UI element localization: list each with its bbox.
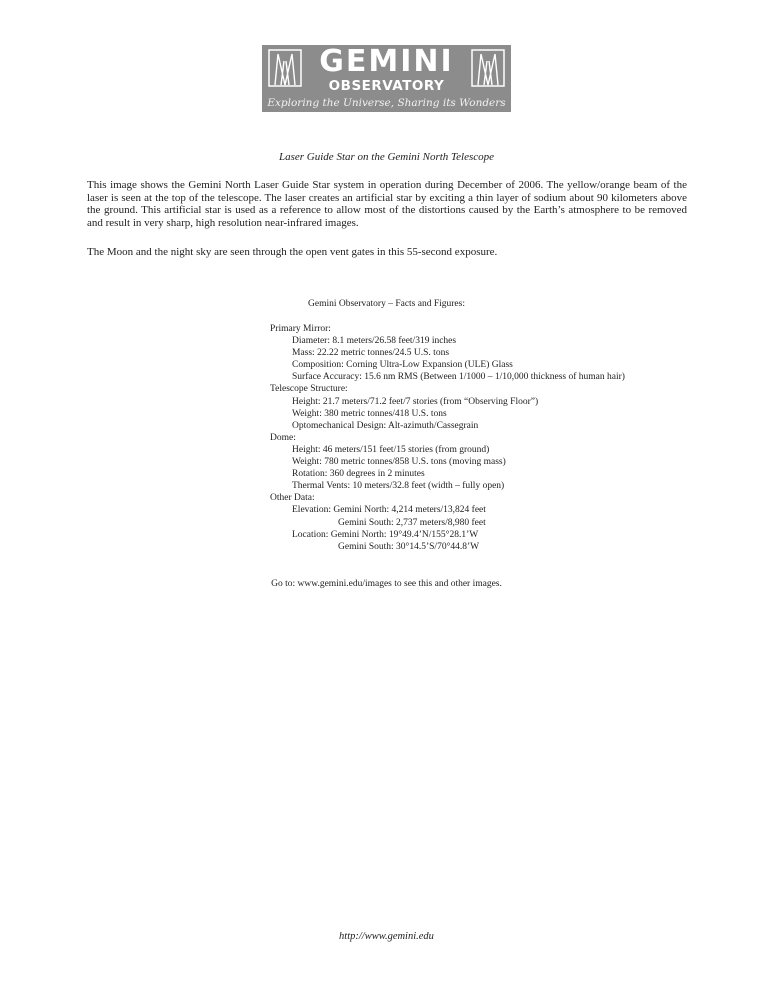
facts-category-primary-mirror: Primary Mirror: — [270, 324, 331, 334]
observatory-dome-icon — [471, 49, 505, 87]
facts-category-other-data: Other Data: — [270, 493, 315, 504]
facts-item: Mass: 22.22 metric tonnes/24.5 U.S. tons — [292, 348, 450, 359]
facts-item: Rotation: 360 degrees in 2 minutes — [292, 469, 425, 480]
logo-word-gemini: GEMINI — [319, 44, 454, 79]
facts-category-telescope-structure: Telescope Structure: — [270, 384, 348, 395]
facts-item: Surface Accuracy: 15.6 nm RMS (Between 1/1000 – 1/10,000 thickness of human hair) — [292, 372, 625, 383]
facts-item: Weight: 780 metric tonnes/858 U.S. tons (moving mass) — [292, 457, 506, 468]
facts-item-location-north: Location: Gemini North: 19°49.4’N/155°28.1’W — [292, 529, 479, 540]
facts-list — [270, 323, 690, 553]
facts-item: Composition: Corning Ultra-Low Expansion (ULE) Glass — [292, 360, 513, 371]
facts-item: Weight: 380 metric tonnes/418 U.S. tons — [292, 408, 447, 419]
facts-item-location-south: Gemini South: 30°14.5’S/70°44.8’W — [338, 541, 480, 552]
exposure-paragraph: The Moon and the night sky are seen through the open vent gates in this 55-second exposure. — [87, 246, 498, 258]
gemini-observatory-logo — [262, 45, 511, 112]
facts-category-dome: Dome: — [270, 432, 296, 443]
goto-images-text: Go to: www.gemini.edu/images to see this and other images. — [271, 579, 502, 589]
facts-item: Height: 21.7 meters/71.2 feet/7 stories (from “Observing Floor”) — [292, 396, 539, 407]
description-paragraph: This image shows the Gemini North Laser Guide Star system in operation during December of 2006. The yellow/orange beam of the laser is seen at the top of the telescope. The laser creates an artificial star by exciting a thin layer of sodium about 90 kilometers above the ground. This artificial star is used as a reference to allow most of the distortions caused by the Earth’s atmosphere to be removed and result in very sharp, high resolution near-infrared images. — [87, 179, 687, 230]
facts-item: Optomechanical Design: Alt-azimuth/Cassegrain — [292, 420, 479, 431]
facts-item-elevation-north: Elevation: Gemini North: 4,214 meters/13,824 feet — [292, 505, 486, 516]
observatory-dome-icon — [268, 49, 302, 87]
facts-heading: Gemini Observatory – Facts and Figures: — [308, 299, 465, 309]
logo-tagline: Exploring the Universe, Sharing its Wonders — [267, 97, 506, 109]
footer-url: http://www.gemini.edu — [339, 931, 434, 942]
facts-item: Height: 46 meters/151 feet/15 stories (from ground) — [292, 444, 490, 455]
facts-item: Diameter: 8.1 meters/26.58 feet/319 inches — [292, 336, 457, 347]
page-title: Laser Guide Star on the Gemini North Telescope — [279, 151, 494, 163]
facts-item-elevation-south: Gemini South: 2,737 meters/8,980 feet — [338, 517, 486, 528]
logo-word-observatory: OBSERVATORY — [328, 78, 445, 94]
facts-item: Thermal Vents: 10 meters/32.8 feet (width – fully open) — [292, 481, 505, 492]
